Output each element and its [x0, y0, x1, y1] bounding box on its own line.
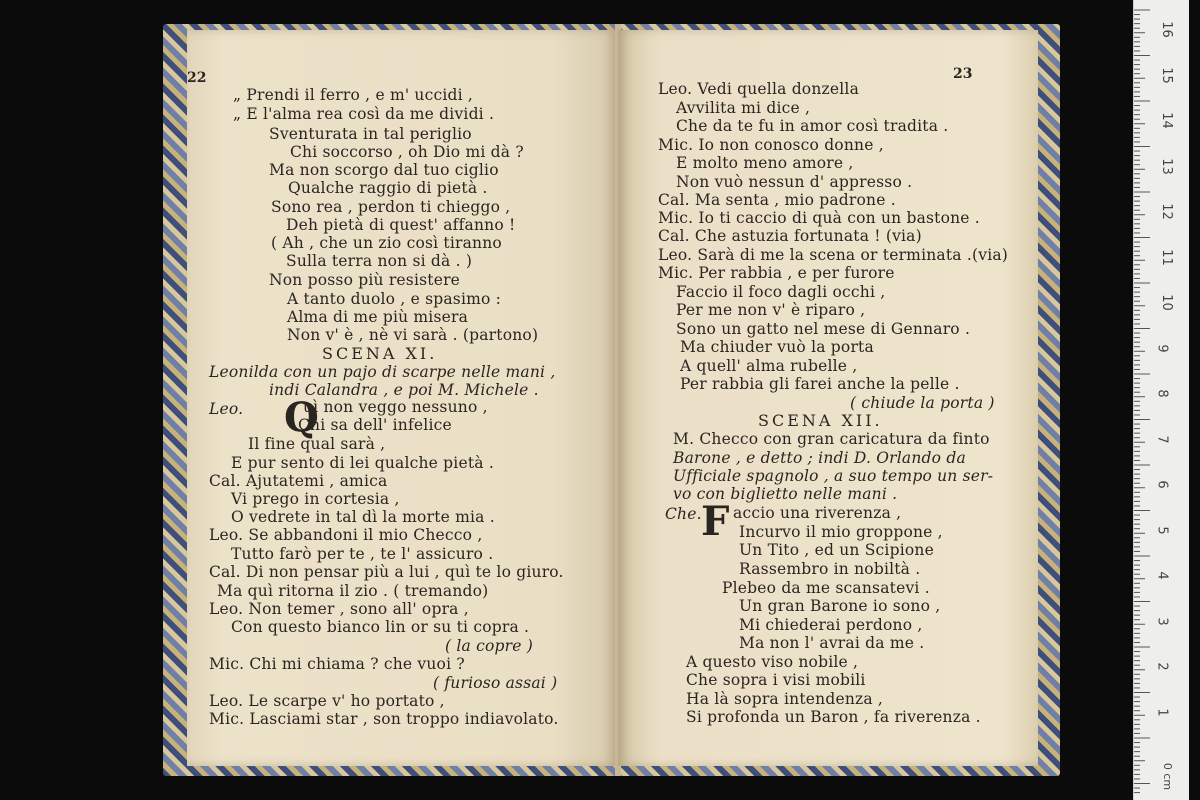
- text-line: Ma non l' avrai da me .: [739, 634, 925, 652]
- scene-heading: SCENA XII.: [758, 411, 883, 430]
- ruler-number: 10: [1158, 294, 1174, 311]
- text-line: ( furioso assai ): [433, 674, 558, 692]
- text-line: Ma non scorgo dal tuo ciglio: [269, 161, 499, 179]
- measuring-ruler: [1133, 0, 1189, 800]
- text-line: Non vuò nessun d' appresso .: [676, 173, 913, 191]
- ruler-number: 3: [1154, 616, 1170, 626]
- text-line: Cal. Ma senta , mio padrone .: [658, 191, 896, 209]
- text-line: Leo. Le scarpe v' ho portato ,: [209, 692, 445, 710]
- text-line: Sono rea , perdon ti chieggo ,: [271, 198, 511, 216]
- text-line: A tanto duolo , e spasimo :: [287, 290, 502, 308]
- text-line: ( chiude la porta ): [850, 394, 995, 412]
- text-line: Sulla terra non si dà . ): [286, 252, 473, 270]
- text-line: Cal. Di non pensar più a lui , quì te lo giuro.: [209, 563, 564, 581]
- text-line: „ E l'alma rea così da me dividi .: [233, 105, 495, 123]
- text-line: uì non veggo nessuno ,: [303, 398, 488, 416]
- text-line: Con questo bianco lin or su ti copra .: [231, 618, 530, 636]
- text-line: Si profonda un Baron , fa riverenza .: [686, 708, 981, 726]
- text-line: Vi prego in cortesia ,: [231, 490, 400, 508]
- text-line: Faccio il foco dagli occhi ,: [676, 283, 886, 301]
- text-line: Che da te fu in amor così tradita .: [676, 117, 949, 135]
- scene-heading: SCENA XI.: [322, 344, 438, 363]
- text-line: A quell' alma rubelle ,: [680, 357, 858, 375]
- text-line: Mic. Per rabbia , e per furore: [658, 264, 895, 282]
- text-line: indi Calandra , e poi M. Michele .: [269, 381, 539, 399]
- text-line: Mi chiederai perdono ,: [739, 616, 923, 634]
- text-line: Mic. Chi mi chiama ? che vuoi ?: [209, 655, 465, 673]
- ruler-number: 11: [1158, 248, 1174, 266]
- text-line: Rassembro in nobiltà .: [739, 560, 921, 578]
- text-line: Il fine qual sarà ,: [248, 435, 386, 453]
- text-line: A questo viso nobile ,: [686, 653, 859, 671]
- ruler-number: 13: [1158, 157, 1174, 175]
- text-line: Non v' è , nè vi sarà . (partono): [287, 326, 539, 344]
- text-line: Mic. Io ti caccio di quà con un bastone .: [658, 209, 980, 227]
- text-line: Plebeo da me scansatevi .: [722, 579, 930, 597]
- text-line: Tutto farò per te , te l' assicuro .: [231, 545, 494, 563]
- text-line: Alma di me più misera: [287, 308, 469, 326]
- text-line: Incurvo il mio groppone ,: [739, 523, 943, 541]
- ruler-number: 15: [1158, 66, 1174, 84]
- text-line: Chi sa dell' infelice: [298, 416, 452, 434]
- text-line: accio una riverenza ,: [733, 504, 902, 522]
- text-line: Che.: [665, 505, 702, 523]
- ruler-number: 2: [1154, 662, 1170, 671]
- ruler-number: 14: [1158, 112, 1174, 129]
- text-line: vo con biglietto nelle mani .: [673, 485, 898, 503]
- text-line: Un Tito , ed un Scipione: [739, 541, 934, 559]
- text-line: Un gran Barone io sono ,: [739, 597, 941, 615]
- text-line: Deh pietà di quest' affanno !: [286, 216, 516, 234]
- page-number: 23: [953, 66, 973, 82]
- text-line: Che sopra i visi mobili: [686, 671, 866, 689]
- ruler-number: 6: [1154, 480, 1170, 489]
- text-line: Sventurata in tal periglio: [269, 125, 472, 143]
- ruler-number: 8: [1154, 389, 1170, 398]
- text-line: E pur sento di lei qualche pietà .: [231, 454, 494, 472]
- text-line: Barone , e detto ; indi D. Orlando da: [673, 449, 966, 467]
- text-line: Ha là sopra intendenza ,: [686, 690, 884, 708]
- text-line: Leo.: [209, 400, 244, 418]
- text-line: Avvilita mi dice ,: [676, 99, 811, 117]
- text-line: Non posso più resistere: [269, 271, 461, 289]
- ruler-unit-label: 0 cm: [1161, 762, 1175, 791]
- text-line: Ufficiale spagnolo , a suo tempo un ser-: [673, 467, 994, 485]
- page-number: 22: [187, 70, 207, 86]
- ruler-number: 4: [1154, 571, 1170, 580]
- text-line: Ma chiuder vuò la porta: [680, 338, 874, 356]
- text-line: Per rabbia gli farei anche la pelle .: [680, 375, 960, 393]
- text-line: M. Checco con gran caricatura da finto: [673, 430, 990, 448]
- text-line: ( la copre ): [445, 637, 533, 655]
- text-line: Leo. Vedi quella donzella: [658, 80, 860, 98]
- left-page: [187, 30, 617, 766]
- drop-cap: F: [701, 498, 730, 545]
- ruler-number: 5: [1154, 525, 1170, 535]
- text-line: Chi soccorso , oh Dio mi dà ?: [290, 143, 524, 161]
- ruler-number: 7: [1154, 434, 1170, 444]
- text-line: Leo. Non temer , sono all' opra ,: [209, 600, 469, 618]
- text-line: Leo. Sarà di me la scena or terminata .(via): [658, 246, 1009, 264]
- ruler-number: 9: [1154, 343, 1170, 353]
- open-book: [163, 24, 1060, 776]
- text-line: Mic. Lasciami star , son troppo indiavolato.: [209, 710, 559, 728]
- text-line: Ma quì ritorna il zio . ( tremando): [217, 582, 489, 600]
- text-line: Per me non v' è riparo ,: [676, 301, 866, 319]
- text-line: Leo. Se abbandoni il mio Checco ,: [209, 526, 483, 544]
- text-line: Qualche raggio di pietà .: [288, 179, 488, 197]
- text-line: ( Ah , che un zio così tiranno: [271, 234, 502, 252]
- ruler-number: 1: [1154, 707, 1170, 717]
- text-line: Cal. Ajutatemi , amica: [209, 472, 388, 490]
- text-line: O vedrete in tal dì la morte mia .: [231, 508, 495, 526]
- drop-cap: Q: [284, 394, 319, 441]
- right-page: [618, 30, 1038, 766]
- text-line: E molto meno amore ,: [676, 154, 854, 172]
- text-line: Sono un gatto nel mese di Gennaro .: [676, 320, 971, 338]
- text-line: Mic. Io non conosco donne ,: [658, 136, 884, 154]
- text-line: „ Prendi il ferro , e m' uccidi ,: [233, 86, 474, 104]
- ruler-number: 16: [1158, 21, 1174, 38]
- ruler-number: 12: [1158, 203, 1174, 220]
- text-line: Leonilda con un pajo di scarpe nelle mani ,: [209, 363, 556, 381]
- text-line: Cal. Che astuzia fortunata ! (via): [658, 227, 922, 245]
